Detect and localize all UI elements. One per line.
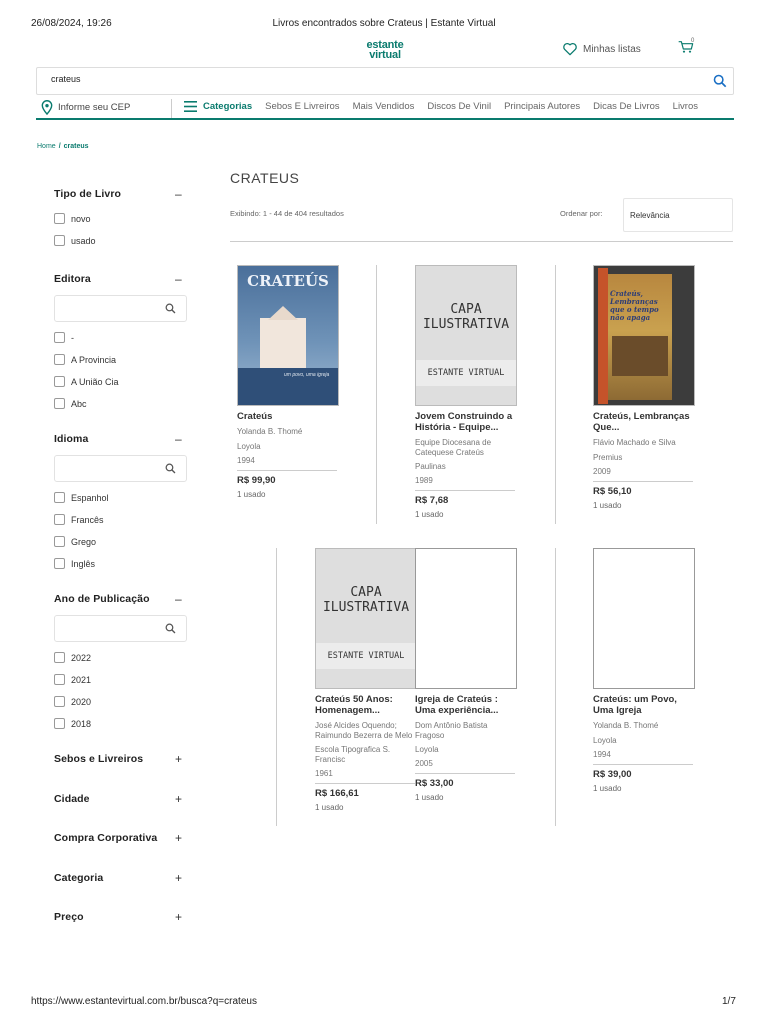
option-label: Abc <box>71 398 87 409</box>
main-nav <box>184 101 734 112</box>
grid-divider <box>276 548 277 826</box>
checkbox[interactable] <box>54 718 65 729</box>
filter-cidade-title[interactable]: Cidade <box>54 793 90 805</box>
cover-photo <box>612 336 668 376</box>
breadcrumb-separator: / <box>58 143 61 150</box>
filter-option-idioma[interactable] <box>54 558 95 569</box>
divider <box>593 764 693 765</box>
option-label: A Provincia <box>71 354 117 365</box>
placeholder-line-2: ILUSTRATIVA <box>422 317 510 332</box>
filter-idioma-search[interactable] <box>54 455 187 482</box>
divider <box>593 481 693 482</box>
results-title: CRATEUS <box>230 170 300 186</box>
filter-option-ano[interactable] <box>54 652 91 663</box>
filter-preco-title[interactable]: Preço <box>54 911 84 923</box>
divider <box>237 470 337 471</box>
option-label: 2018 <box>71 718 92 729</box>
option-label: A União Cia <box>71 376 119 387</box>
checkbox[interactable] <box>54 332 65 343</box>
product-author: Yolanda B. Thomé <box>593 721 659 730</box>
breadcrumb-current: crateus <box>63 143 89 150</box>
sort-label: Ordenar por: <box>560 209 603 218</box>
search-icon <box>165 303 176 314</box>
product-publisher: Premius <box>593 452 623 462</box>
placeholder-line-2: ILUSTRATIVA <box>322 600 410 615</box>
grid-divider <box>376 265 377 524</box>
filter-compra-toggle[interactable]: + <box>175 831 183 845</box>
product-publisher: Paulinas <box>415 462 446 471</box>
checkbox[interactable] <box>54 652 65 663</box>
placeholder-footer: ESTANTE VIRTUAL <box>316 643 416 669</box>
cep-button[interactable] <box>41 100 130 115</box>
results-count: Exibindo: 1 - 44 de 404 resultados <box>230 209 344 218</box>
checkbox[interactable] <box>54 354 65 365</box>
product-price: R$ 166,61 <box>315 788 359 799</box>
option-label: novo <box>71 213 91 224</box>
divider <box>315 783 415 784</box>
product-stock: 1 usado <box>315 803 344 812</box>
filter-categoria-toggle[interactable]: + <box>175 871 183 885</box>
filter-sebos-toggle[interactable]: + <box>175 752 183 766</box>
search-input[interactable] <box>51 74 651 84</box>
product-stock: 1 usado <box>415 793 444 802</box>
checkbox[interactable] <box>54 398 65 409</box>
option-label: Grego <box>71 536 97 547</box>
product-price: R$ 56,10 <box>593 485 632 497</box>
filter-option-idioma[interactable] <box>54 492 109 503</box>
site-logo[interactable] <box>352 40 418 60</box>
product-title[interactable]: Crateús, Lembranças Que... <box>593 411 690 433</box>
filter-ano-title[interactable]: Ano de Publicação <box>54 593 150 605</box>
cover-title: CRATEÚS <box>247 272 329 290</box>
filter-option-usado[interactable] <box>54 235 96 246</box>
product-price: R$ 39,00 <box>593 768 632 780</box>
divider <box>415 773 515 774</box>
option-label: 2021 <box>71 674 92 685</box>
product-publisher: Loyola <box>237 441 261 451</box>
product-author: Equipe Diocesana de Catequese Crateús <box>415 438 492 457</box>
sort-select[interactable]: Relevância <box>623 198 733 232</box>
grid-divider <box>555 265 556 524</box>
product-stock: 1 usado <box>593 783 622 793</box>
filter-compra-title[interactable]: Compra Corporativa <box>54 832 158 844</box>
nav-item-sebos[interactable]: Sebos E Livreiros <box>265 101 340 112</box>
filter-cidade-toggle[interactable]: + <box>175 792 183 806</box>
location-pin-icon <box>41 100 53 115</box>
option-label: 2020 <box>71 696 92 707</box>
filter-idioma-title[interactable]: Idioma <box>54 433 89 445</box>
search-icon <box>165 463 176 474</box>
filter-ano-toggle[interactable]: – <box>175 592 182 606</box>
print-url: https://www.estantevirtual.com.br/busca?q=crateus <box>31 996 257 1007</box>
filter-option-idioma[interactable] <box>54 536 96 547</box>
church-illustration <box>260 318 306 368</box>
cover-subtitle: um povo, uma igreja <box>284 372 330 378</box>
product-title[interactable]: Crateús: um Povo, Uma Igreja <box>593 694 677 716</box>
product-stock: 1 usado <box>237 489 266 499</box>
product-title[interactable]: Igreja de Crateús : Uma experiência... <box>415 694 499 716</box>
book-cover[interactable] <box>593 265 695 406</box>
checkbox[interactable] <box>54 674 65 685</box>
wishlist-link[interactable] <box>562 42 641 56</box>
search-bar <box>36 67 734 95</box>
book-cover-placeholder[interactable] <box>415 265 517 406</box>
product-title[interactable]: Jovem Construindo a História - Equipe... <box>415 411 513 433</box>
option-label: usado <box>71 235 96 246</box>
cep-label: Informe seu CEP <box>58 102 131 113</box>
filter-editora-title[interactable]: Editora <box>54 273 91 285</box>
product-price: R$ 7,68 <box>415 495 449 506</box>
nav-item-livros[interactable]: Livros <box>672 101 698 112</box>
product-year: 2005 <box>415 759 433 768</box>
results-divider <box>230 241 733 242</box>
print-date: 26/08/2024, 19:26 <box>31 18 112 29</box>
product-author: Flávio Machado e Silva <box>593 438 676 447</box>
checkbox[interactable] <box>54 696 65 707</box>
product-year: 1994 <box>593 749 611 759</box>
print-page-number: 1/7 <box>722 996 736 1007</box>
filter-categoria-title[interactable]: Categoria <box>54 872 104 884</box>
product-stock: 1 usado <box>415 510 444 519</box>
product-card[interactable] <box>237 265 339 499</box>
grid-divider <box>555 548 556 826</box>
cart-count: 0 <box>691 38 695 44</box>
categories-menu[interactable] <box>184 101 252 112</box>
checkbox[interactable] <box>54 235 65 246</box>
product-publisher: Loyola <box>415 745 439 754</box>
filter-option-editora[interactable] <box>54 376 119 387</box>
book-cover-placeholder[interactable] <box>315 548 417 689</box>
church-roof <box>268 306 298 320</box>
checkbox[interactable] <box>54 376 65 387</box>
product-card[interactable] <box>415 548 517 802</box>
product-card[interactable] <box>415 265 517 519</box>
checkbox[interactable] <box>54 514 65 525</box>
filter-editora-toggle[interactable]: – <box>175 272 182 286</box>
checkbox[interactable] <box>54 213 65 224</box>
filter-option-editora[interactable] <box>54 354 116 365</box>
wishlist-label: Minhas listas <box>583 43 641 55</box>
filter-tipo-toggle[interactable]: – <box>175 187 182 201</box>
filter-option-idioma[interactable] <box>54 514 104 525</box>
filter-idioma-toggle[interactable]: – <box>175 432 182 446</box>
nav-item-autores[interactable]: Principais Autores <box>504 101 581 112</box>
divider <box>415 490 515 491</box>
filter-sebos-title[interactable]: Sebos e Livreiros <box>54 753 144 765</box>
product-title[interactable]: Crateús 50 Anos: Homenagem... <box>315 694 393 716</box>
product-publisher: Escola Tipografica S. Francisc <box>315 745 391 764</box>
book-cover-empty[interactable] <box>415 548 517 689</box>
filter-tipo-title[interactable]: Tipo de Livro <box>54 188 122 200</box>
heart-icon <box>562 42 578 56</box>
product-year: 2009 <box>593 466 611 476</box>
filter-editora-search[interactable] <box>54 295 187 322</box>
search-icon[interactable] <box>713 74 727 88</box>
nav-item-discos[interactable]: Discos De Vinil <box>427 101 492 112</box>
placeholder-line-1: CAPA <box>450 302 482 317</box>
checkbox[interactable] <box>54 536 65 547</box>
logo-line-2: virtual <box>369 49 401 61</box>
product-year: 1989 <box>415 476 433 485</box>
filter-option-novo[interactable] <box>54 213 91 224</box>
nav-underline <box>36 118 734 120</box>
placeholder-footer: ESTANTE VIRTUAL <box>416 360 516 386</box>
filter-ano-search[interactable] <box>54 615 187 642</box>
breadcrumb-home[interactable]: Home <box>37 143 56 150</box>
product-year: 1994 <box>237 455 255 465</box>
filter-option-ano[interactable] <box>54 718 91 729</box>
product-stock: 1 usado <box>593 500 622 510</box>
product-price: R$ 33,00 <box>415 778 454 789</box>
product-title[interactable]: Crateús <box>237 411 273 422</box>
menu-icon <box>184 101 197 112</box>
option-label: Espanhol <box>71 492 109 503</box>
book-cover[interactable] <box>237 265 339 406</box>
filter-preco-toggle[interactable]: + <box>175 910 183 924</box>
nav-divider <box>171 99 172 118</box>
product-publisher: Loyola <box>593 735 617 745</box>
product-year: 1961 <box>315 769 333 778</box>
checkbox[interactable] <box>54 558 65 569</box>
option-label: Inglês <box>71 558 96 569</box>
nav-item-dicas[interactable]: Dicas De Livros <box>593 101 660 112</box>
filter-option-editora[interactable] <box>54 398 87 409</box>
option-label: Francês <box>71 514 104 525</box>
product-card[interactable] <box>315 548 417 812</box>
search-icon <box>165 623 176 634</box>
checkbox[interactable] <box>54 492 65 503</box>
filter-option-ano[interactable] <box>54 696 91 707</box>
filter-option-ano[interactable] <box>54 674 91 685</box>
filter-option-editora[interactable] <box>54 332 74 343</box>
categories-label: Categorias <box>203 101 253 112</box>
book-cover-empty[interactable] <box>593 548 695 689</box>
nav-item-mais-vendidos[interactable]: Mais Vendidos <box>352 101 415 112</box>
logo-line-1: estante <box>366 39 404 51</box>
product-author: Yolanda B. Thomé <box>237 427 303 436</box>
breadcrumb <box>37 143 89 150</box>
product-author: Dom Antônio Batista Fragoso <box>415 721 488 740</box>
placeholder-line-1: CAPA <box>350 585 382 600</box>
product-card[interactable] <box>593 265 695 510</box>
product-card[interactable] <box>593 548 695 793</box>
print-title: Livros encontrados sobre Crateus | Estante Virtual <box>272 18 496 29</box>
option-label: - <box>71 332 74 343</box>
product-price: R$ 99,90 <box>237 474 276 486</box>
option-label: 2022 <box>71 652 92 663</box>
product-author: José Alcides Oquendo; Raimundo Bezerra de Melo <box>315 721 413 740</box>
cover-title: Crateús, Lembranças que o tempo não apaga <box>610 289 659 322</box>
book-spine <box>598 268 608 404</box>
